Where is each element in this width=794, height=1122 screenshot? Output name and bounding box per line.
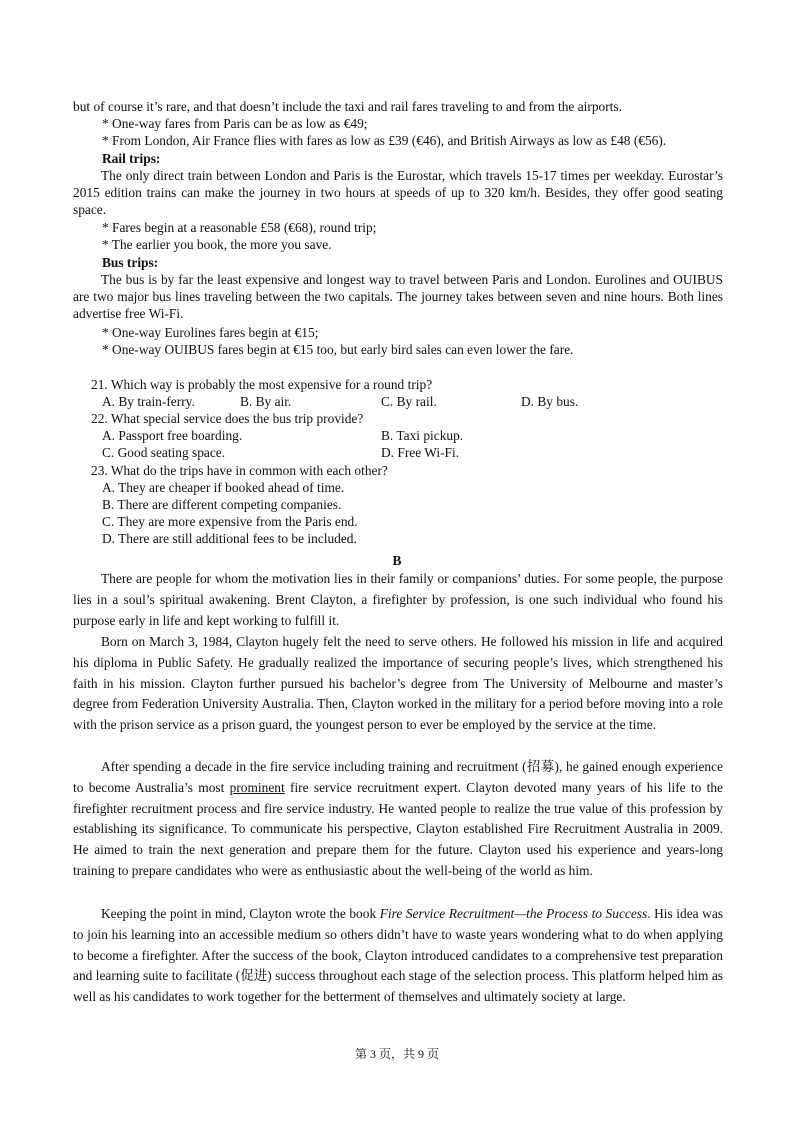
rail-paragraph: The only direct train between London and Paris is the Eurostar, which travels 15-17 times per weekday. Eurostar’s 2015 edition trains can make the journey in two hours at speeds of up to 320 km/h. Besides, they offer good seating space. [73,168,723,218]
question-23-option-b: B. There are different competing companies. [102,497,342,512]
section-b-paragraph-3 [73,757,723,882]
page-number-footer: 第 3 页，共 9 页 [354,1047,439,1061]
paragraph-3-text-end: fire service recruitment expert. Clayton devoted many years of his life to the firefighter recruitment process and fire service industry. He wanted people to realize the true value of this profession by establishing its significance. To communicate his perspective, Clayton established Fire Recruitment Australia in 2009. He aimed to train the next generation and prepare them for the future. Clayton used his experience and years-long training to prepare candidates who were as enthusiastic about the well-being of the world as him. [73,779,723,878]
section-b-paragraph-4 [73,904,723,1008]
intro-line: but of course it’s rare, and that doesn’t include the taxi and rail fares traveling to and from the airports. [73,99,622,114]
question-21-option-b: B. By air. [240,394,292,409]
bus-bullet-1: * One-way Eurolines fares begin at €15; [102,325,319,340]
question-21-option-a: A. By train-ferry. [102,394,195,409]
question-23-option-d: D. There are still additional fees to be included. [102,531,357,546]
bus-paragraph: The bus is by far the least expensive and longest way to travel between Paris and London. Eurolines and OUIBUS are two major bus lines traveling between the two capitals. The journey takes between seven and nine hours. Both lines advertise free Wi-Fi. [73,272,723,322]
question-23-option-a: A. They are cheaper if booked ahead of time. [102,480,345,495]
air-bullet-1: * One-way fares from Paris can be as low as €49; [102,116,368,131]
rail-bullet-2: * The earlier you book, the more you save. [102,237,332,252]
paragraph-3-text-start: After spending a decade in the fire service including training and recruitment (招募), he gained enough experience to become Australia’s most [73,759,723,795]
bus-bullet-2: * One-way OUIBUS fares begin at €15 too, but early bird sales can even lower the fare. [102,342,574,357]
question-22-option-a: A. Passport free boarding. [102,428,243,443]
bus-heading: Bus trips: [102,255,159,270]
section-b-paragraph-1: There are people for whom the motivation lies in their family or companions’ duties. For some people, the purpose lies in a soul’s spiritual awakening. Brent Clayton, a firefighter by profession, is one such individual who found his purpose early in life and kept working to fulfill it. [73,571,723,628]
question-22-option-c: C. Good seating space. [102,445,226,460]
rail-heading: Rail trips: [102,151,161,166]
question-22-option-b: B. Taxi pickup. [381,428,464,443]
paragraph-4-text-end: . His idea was to join his learning into an accessible medium so others didn’t have to waste years wondering what to do when applying to become a firefighter. After the success of the book, Clayton introduced candidates to a comprehensive test preparation and learning suite to facilitate (促进) success throughout each stage of the selection process. This platform helped him as well as his candidates to work together for the betterment of themselves and ultimately society at large. [73,906,723,1005]
section-b-paragraph-2: Born on March 3, 1984, Clayton hugely felt the need to serve others. He followed his mission in life and acquired his diploma in Public Safety. He gradually realized the importance of securing people’s lives, which strengthened his faith in his mission. Clayton further pursued his bachelor’s degree from The University of Melbourne and master’s degree from Federation University Australia. Then, Clayton worked in the military for a period before moving into a role with the prison service as a prison guard, the youngest person to ever be employed by the service at the time. [73,634,723,733]
underlined-word-prominent: prominent [229,779,285,795]
air-bullet-2: * From London, Air France flies with fares as low as £39 (€46), and British Airways as low as £48 (€56). [102,133,667,148]
paragraph-4-text-start: Keeping the point in mind, Clayton wrote the book [101,906,380,921]
rail-bullet-1: * Fares begin at a reasonable £58 (€68), round trip; [102,220,377,235]
question-23-stem: 23. What do the trips have in common with each other? [91,463,388,478]
section-b-label: B [392,553,402,568]
question-23-option-c: C. They are more expensive from the Paris end. [102,514,358,529]
question-21-stem: 21. Which way is probably the most expensive for a round trip? [91,377,433,392]
question-21-option-c: C. By rail. [381,394,437,409]
book-title: Fire Service Recruitment—the Process to Success [379,906,648,921]
question-22-stem: 22. What special service does the bus trip provide? [91,411,364,426]
question-21-option-d: D. By bus. [521,394,579,409]
question-22-option-d: D. Free Wi-Fi. [381,445,460,460]
